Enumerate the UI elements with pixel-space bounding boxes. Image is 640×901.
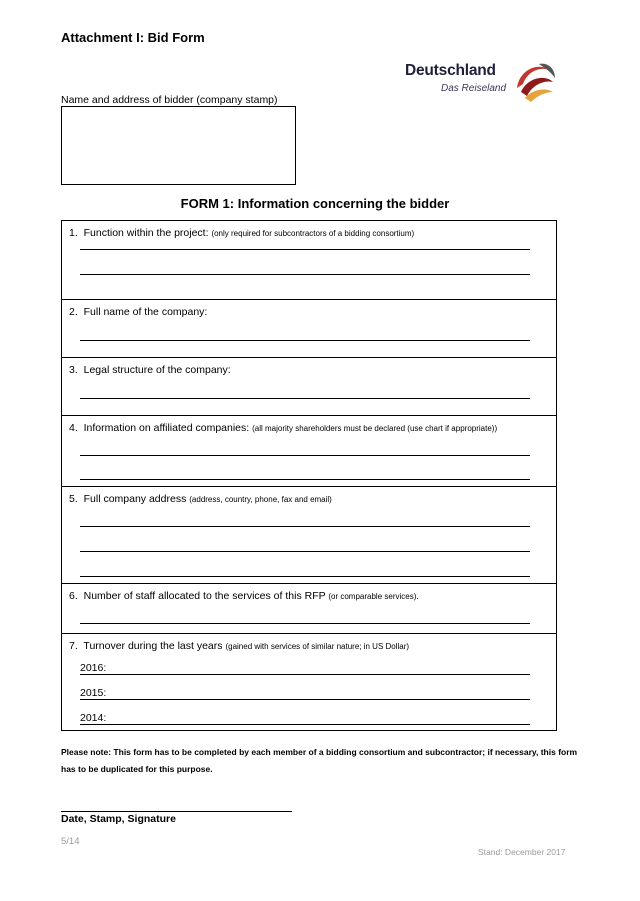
- field-label: 3. Legal structure of the company:: [69, 364, 231, 376]
- page-number: 5/14: [61, 836, 80, 847]
- field-label: 7. Turnover during the last years (gained with services of similar nature; in US Dollar): [69, 640, 410, 652]
- field-legal-structure: [62, 358, 556, 416]
- answer-line[interactable]: [80, 249, 530, 250]
- field-company-name: [62, 300, 556, 358]
- logo-name: Deutschland: [405, 62, 496, 79]
- bidder-info-form: [61, 220, 557, 731]
- answer-line[interactable]: [80, 274, 530, 275]
- stand-date: Stand: December 2017: [478, 847, 566, 857]
- field-label: 5. Full company address (address, country, phone, fax and email): [69, 493, 332, 505]
- answer-line[interactable]: [80, 551, 530, 552]
- document-title: Attachment I: Bid Form: [61, 30, 205, 45]
- turnover-2016-line[interactable]: [80, 674, 530, 675]
- field-label: 2. Full name of the company:: [69, 306, 208, 318]
- answer-line[interactable]: [80, 479, 530, 480]
- field-company-address: [62, 487, 556, 584]
- stamp-label: Name and address of bidder (company stamp): [61, 94, 278, 106]
- turnover-year-label: 2016:: [80, 662, 107, 674]
- turnover-year-label: 2014:: [80, 712, 107, 724]
- field-turnover: [62, 634, 556, 730]
- signature-line[interactable]: [61, 811, 292, 812]
- field-affiliated-companies: [62, 416, 556, 487]
- answer-line[interactable]: [80, 526, 530, 527]
- answer-line[interactable]: [80, 455, 530, 456]
- please-note: Please note: This form has to be completed by each member of a bidding consortium and subcontractor; if necessary, this form has to be duplicated for this purpose.: [61, 747, 578, 774]
- field-staff-allocated: [62, 584, 556, 634]
- deutschland-logo: [405, 58, 555, 104]
- signature-label: Date, Stamp, Signature: [61, 813, 176, 825]
- turnover-2014-line[interactable]: [80, 724, 530, 725]
- logo-swirl-icon: [509, 58, 557, 102]
- answer-line[interactable]: [80, 576, 530, 577]
- answer-line[interactable]: [80, 398, 530, 399]
- answer-line[interactable]: [80, 623, 530, 624]
- answer-line[interactable]: [80, 340, 530, 341]
- company-stamp-box[interactable]: [61, 106, 296, 185]
- field-function: [62, 221, 556, 300]
- field-label: 1. Function within the project: (only required for subcontractors of a bidding consortium): [69, 227, 415, 239]
- field-label: 4. Information on affiliated companies: (all majority shareholders must be declared (use chart if appropriate)): [69, 422, 498, 434]
- turnover-2015-line[interactable]: [80, 699, 530, 700]
- turnover-year-label: 2015:: [80, 687, 107, 699]
- field-label: 6. Number of staff allocated to the services of this RFP (or comparable services).: [69, 590, 419, 602]
- logo-subtitle: Das Reiseland: [441, 83, 507, 94]
- form-title: FORM 1: Information concerning the bidder: [180, 196, 450, 211]
